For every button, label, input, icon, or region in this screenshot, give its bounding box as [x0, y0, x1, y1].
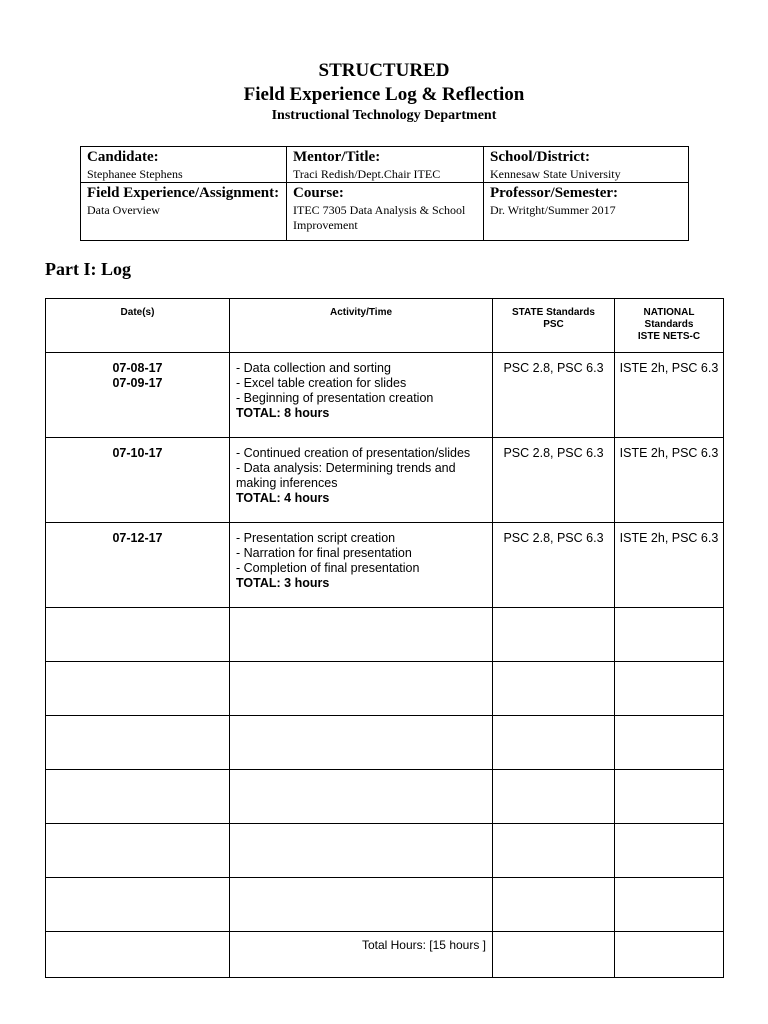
empty-cell [230, 878, 493, 932]
entry-activity: - Continued creation of presentation/slides - Data analysis: Determining trends and making inferences TOTAL: 4 hours [230, 438, 493, 523]
empty-cell [46, 878, 230, 932]
professor-value: Dr. Writght/Summer 2017 [490, 203, 616, 217]
empty-cell [46, 770, 230, 824]
entry-state-standard: PSC 2.8, PSC 6.3 [493, 438, 615, 523]
course-value: ITEC 7305 Data Analysis & School Improvement [293, 203, 466, 232]
empty-cell [230, 608, 493, 662]
department-name: Instructional Technology Department [271, 108, 497, 123]
header-activity: Activity/Time [230, 299, 493, 353]
log-entry-row [46, 353, 724, 438]
empty-cell [493, 878, 615, 932]
empty-log-row [46, 878, 724, 932]
header-national-standards: NATIONAL Standards ISTE NETS-C [615, 299, 724, 353]
empty-cell [493, 608, 615, 662]
field-experience-cell [81, 183, 287, 241]
empty-cell [46, 662, 230, 716]
empty-cell [230, 662, 493, 716]
empty-cell [615, 770, 724, 824]
log-table [45, 298, 724, 978]
document-subtitle: Field Experience Log & Reflection [243, 84, 525, 105]
log-header-row [46, 299, 724, 353]
empty-cell [615, 932, 724, 978]
course-cell [287, 183, 484, 241]
empty-cell [493, 662, 615, 716]
empty-log-row [46, 716, 724, 770]
school-value: Kennesaw State University [490, 167, 621, 181]
empty-cell [230, 770, 493, 824]
empty-log-row [46, 608, 724, 662]
entry-total: TOTAL: 4 hours [236, 491, 330, 505]
info-table [80, 146, 689, 241]
empty-cell [46, 716, 230, 770]
empty-cell [615, 662, 724, 716]
entry-dates: 07-12-17 [46, 523, 230, 608]
empty-cell [615, 824, 724, 878]
total-hours: Total Hours: [15 hours ] [230, 932, 493, 978]
header-dates: Date(s) [46, 299, 230, 353]
empty-cell [615, 716, 724, 770]
empty-cell [46, 932, 230, 978]
empty-cell [493, 824, 615, 878]
entry-total: TOTAL: 8 hours [236, 406, 330, 420]
entry-dates: 07-08-17 07-09-17 [46, 353, 230, 438]
school-cell [484, 147, 689, 183]
field-experience-label: Field Experience/Assignment: [87, 185, 280, 201]
entry-national-standard: ISTE 2h, PSC 6.3 [615, 353, 724, 438]
empty-cell [493, 932, 615, 978]
empty-cell [493, 770, 615, 824]
course-label: Course: [293, 185, 344, 201]
empty-cell [46, 824, 230, 878]
part-title: Part I: Log [45, 259, 131, 279]
professor-cell [484, 183, 689, 241]
empty-cell [230, 716, 493, 770]
document-title: STRUCTURED [318, 60, 450, 81]
professor-label: Professor/Semester: [490, 185, 618, 201]
empty-log-row [46, 662, 724, 716]
school-label: School/District: [490, 149, 590, 165]
log-entry-row [46, 523, 724, 608]
entry-national-standard: ISTE 2h, PSC 6.3 [615, 523, 724, 608]
entry-activity: - Data collection and sorting - Excel table creation for slides - Beginning of presentation creation TOTAL: 8 hours [230, 353, 493, 438]
empty-log-row [46, 770, 724, 824]
candidate-cell [81, 147, 287, 183]
mentor-cell [287, 147, 484, 183]
empty-cell [615, 608, 724, 662]
entry-state-standard: PSC 2.8, PSC 6.3 [493, 353, 615, 438]
log-entry-row [46, 438, 724, 523]
empty-cell [493, 716, 615, 770]
empty-cell [46, 608, 230, 662]
mentor-label: Mentor/Title: [293, 149, 381, 165]
entry-total: TOTAL: 3 hours [236, 576, 330, 590]
empty-cell [615, 878, 724, 932]
empty-cell [230, 824, 493, 878]
entry-state-standard: PSC 2.8, PSC 6.3 [493, 523, 615, 608]
entry-activity: - Presentation script creation - Narration for final presentation - Completion of final presentation TOTAL: 3 hours [230, 523, 493, 608]
mentor-value: Traci Redish/Dept.Chair ITEC [293, 167, 441, 181]
candidate-label: Candidate: [87, 149, 159, 165]
header-state-standards: STATE Standards PSC [493, 299, 615, 353]
candidate-value: Stephanee Stephens [87, 167, 183, 181]
total-hours-row [46, 932, 724, 978]
entry-dates: 07-10-17 [46, 438, 230, 523]
empty-log-row [46, 824, 724, 878]
entry-national-standard: ISTE 2h, PSC 6.3 [615, 438, 724, 523]
field-experience-value: Data Overview [87, 203, 160, 217]
